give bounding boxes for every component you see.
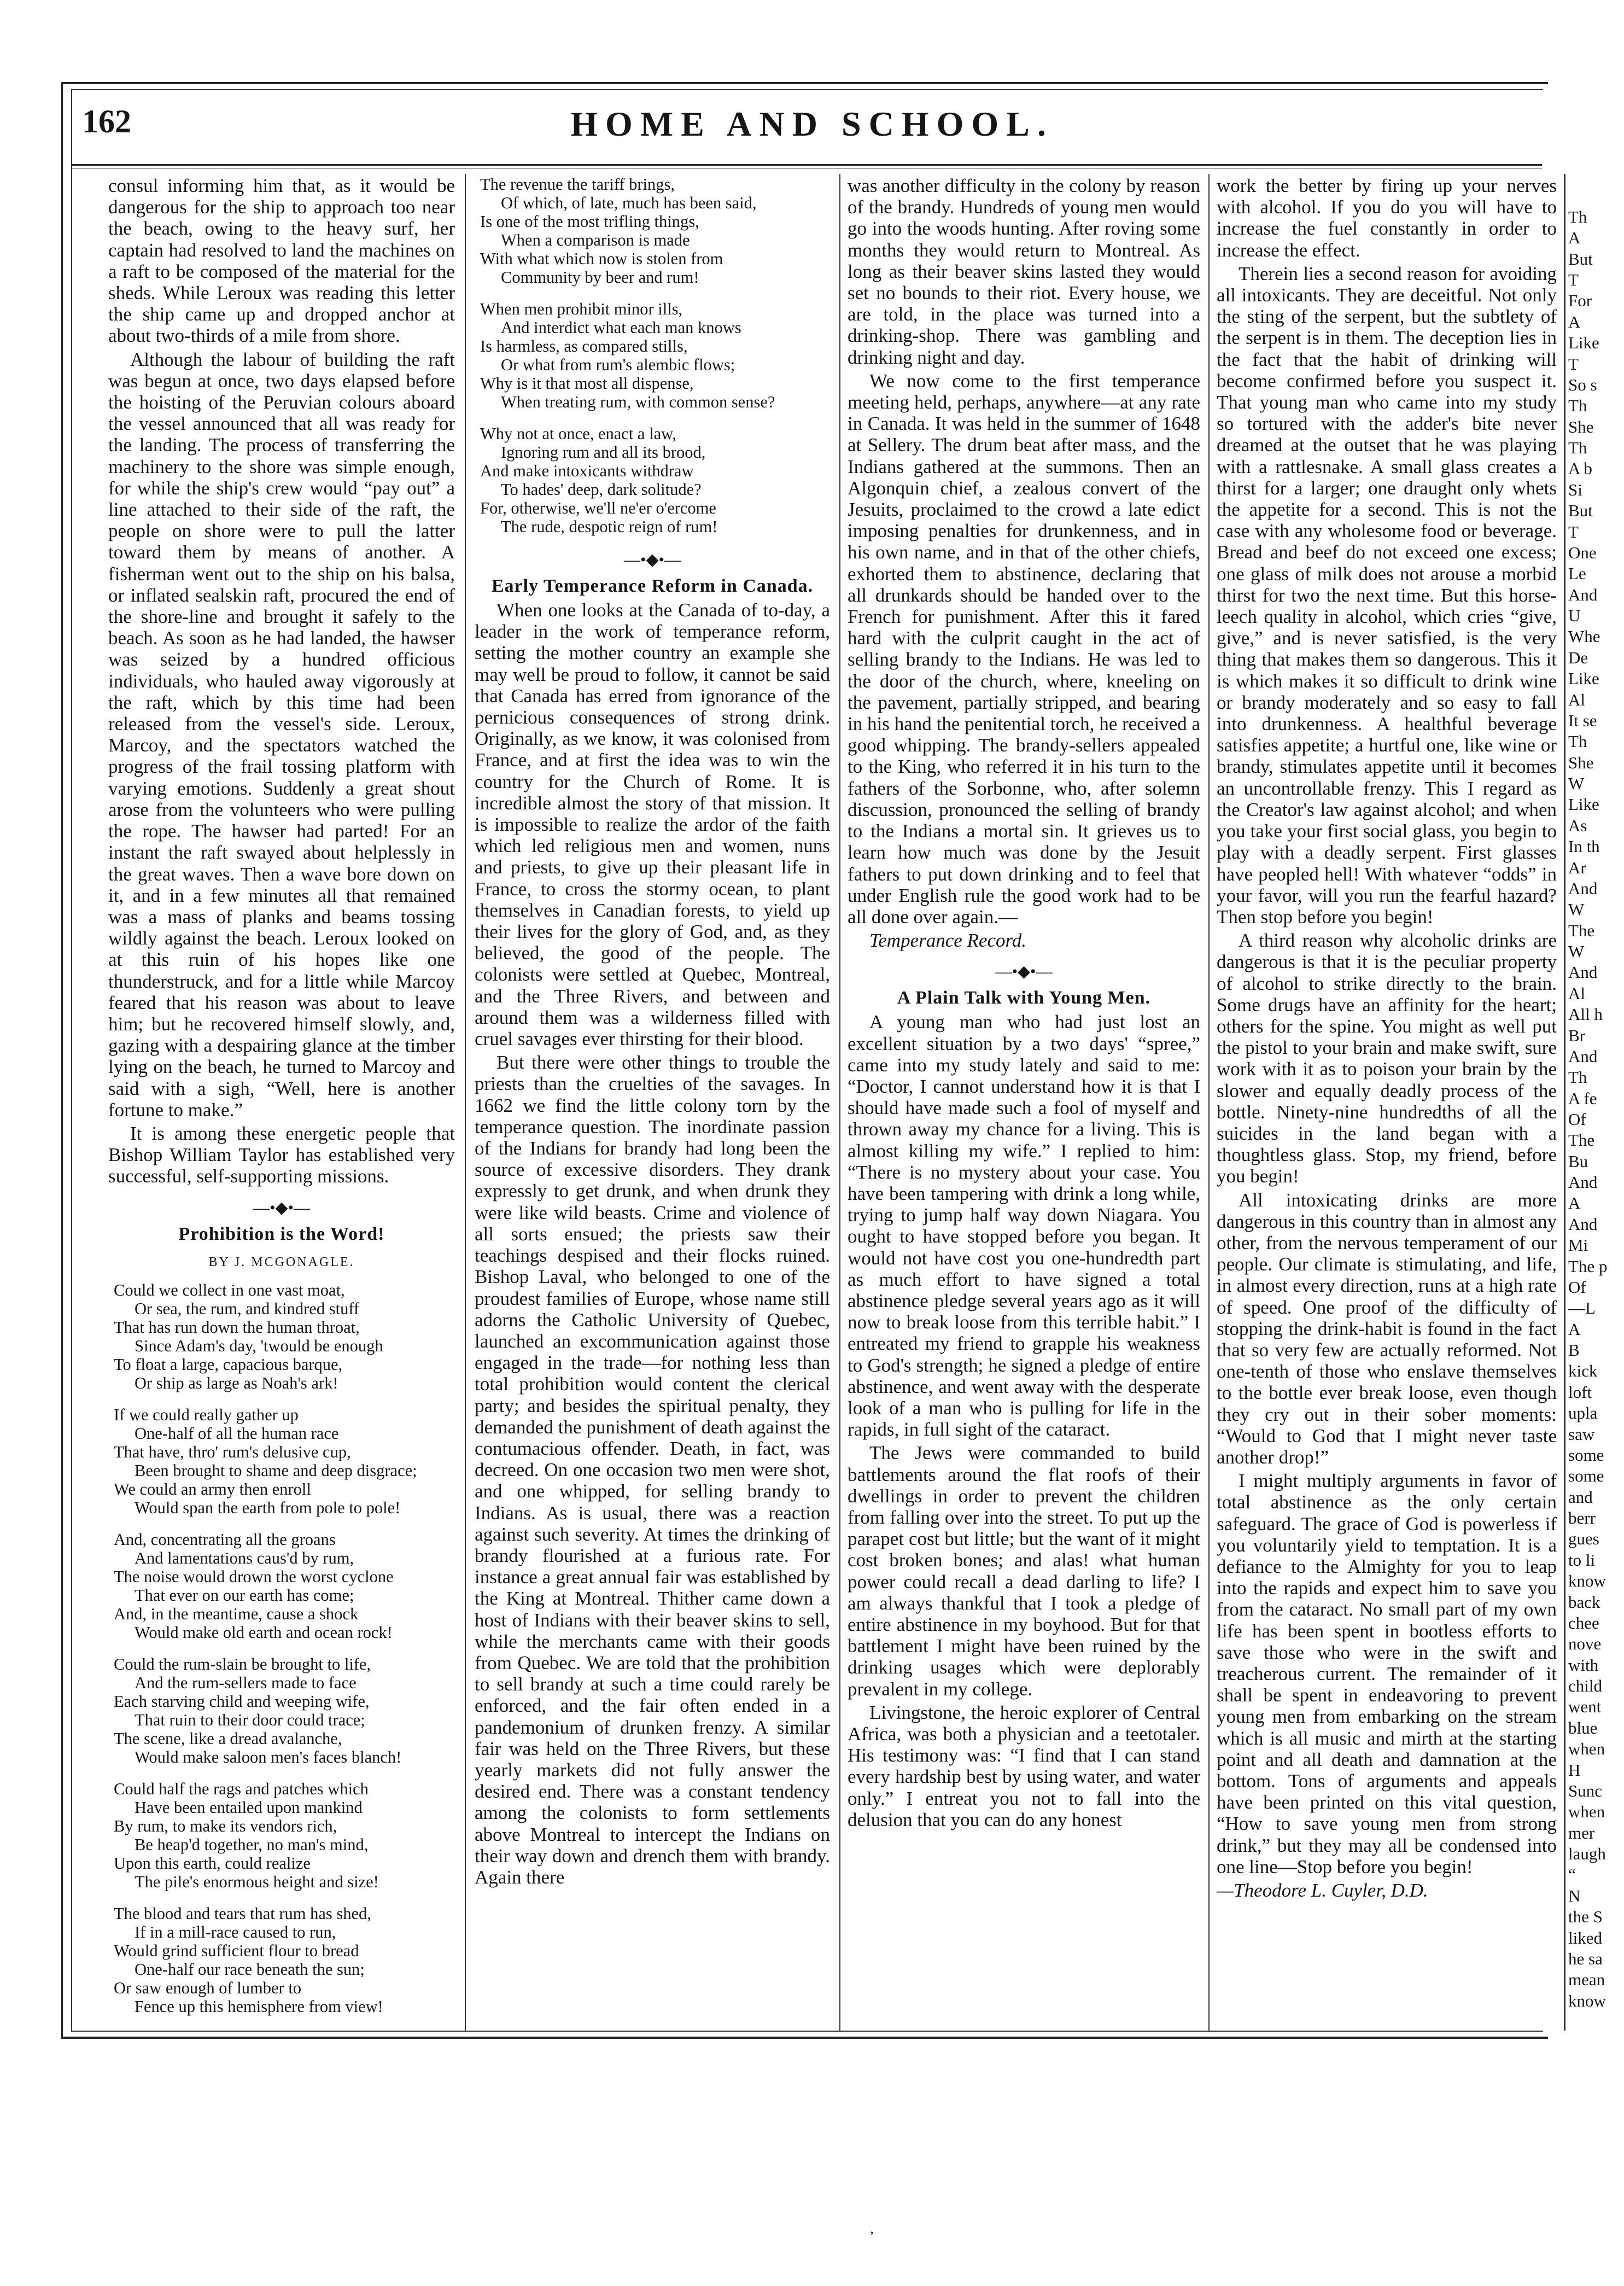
poem-line: The revenue the tariff brings,	[480, 175, 675, 194]
clipped-line-fragment: saw	[1568, 1425, 1595, 1444]
poem-line: And, in the meantime, cause a shock	[114, 1604, 359, 1623]
article-paragraph: It is among these energetic people that Bishop William Taylor has established very successful, self-supporting missions.	[108, 1122, 455, 1187]
poem-line: Have been entailed upon mankind	[135, 1798, 363, 1817]
clipped-line-fragment: And	[1568, 586, 1598, 604]
clipped-line-fragment: to li	[1568, 1551, 1596, 1570]
clipped-line-fragment: the S	[1568, 1908, 1603, 1926]
poem-line: That ever on our earth has come;	[135, 1585, 354, 1605]
article-source: Temperance Record.	[869, 930, 1027, 952]
poem-line: With what which now is stolen from	[480, 249, 723, 268]
poem-line: Or saw enough of lumber to	[114, 1978, 302, 1997]
poem-line: Why not at once, enact a law,	[480, 424, 676, 443]
clipped-line-fragment: chee	[1568, 1614, 1599, 1632]
poem-stanza	[114, 1904, 455, 2016]
section-separator: —•◆•—	[253, 1198, 311, 1217]
clipped-line-fragment: “	[1568, 1865, 1576, 1884]
clipped-line-fragment: Like	[1568, 795, 1599, 814]
clipped-line-fragment: laugh	[1568, 1845, 1606, 1863]
article-paragraph: We now come to the first temperance meeting held, perhaps, anywhere—at any rate in Canada. It was held in the summer of 1648 at Sellery. The drum beat after mass, and the Indians gathered at the summons. Then an Algonquin chief, a zealous convert of the Jesuits, proclaimed to the crowd a late edict imposing penalties for drunkenness, and in his own name, and in that of the other chiefs, exhorted them to abstinence, declaring that all drunkards should be handed over to the French for punishment. After this it fared hard with the culprit caught in the act of selling brandy to the Indians. He was led to the door of the church, where, kneeling on the pavement, partially stripped, and bearing in his hand the penitential torch, he received a good whipping. The brandy-sellers appealed to the King, who referred it in his turn to the fathers of the Sorbonne, who, after solemn discussion, pronounced the selling of brandy to the Indians a mortal sin. It grieves us to learn how much was done by the Jesuit fathers to put down drinking and to feel that under English rule the good work had to be all done over again.—	[848, 370, 1200, 928]
poem-line: The scene, like a dread avalanche,	[114, 1729, 342, 1748]
article-title: Early Temperance Reform in Canada.	[491, 576, 814, 596]
clipped-line-fragment: berr	[1568, 1509, 1596, 1527]
poem-line: By rum, to make its vendors rich,	[114, 1816, 337, 1835]
clipped-line-fragment: liked	[1568, 1929, 1602, 1947]
poem-line: And interdict what each man knows	[501, 318, 741, 337]
header-rule	[71, 164, 1542, 166]
poem-line: Is one of the most trifling things,	[480, 212, 699, 231]
poem-line: Community by beer and rum!	[501, 268, 699, 287]
clipped-line-fragment: Mi	[1568, 1236, 1588, 1255]
poem-line: When a comparison is made	[501, 231, 690, 249]
poem-line: And, concentrating all the groans	[114, 1530, 336, 1549]
poem-line: If in a mill-race caused to run,	[135, 1922, 336, 1941]
article-paragraph: Livingstone, the heroic explorer of Central Africa, was both a physician and a teetotaler. His testimony was: “I find that I can stand every hardship best by using water, and water only.” I entreat you not to fall into the delusion that you can do any honest	[848, 1701, 1200, 1830]
clipped-line-fragment: know	[1568, 1992, 1606, 2010]
clipped-line-fragment: A	[1568, 229, 1581, 247]
clipped-line-fragment: Br	[1568, 1027, 1585, 1045]
clipped-line-fragment: when	[1568, 1803, 1605, 1821]
clipped-line-fragment: T	[1568, 355, 1579, 374]
column-1	[108, 175, 455, 2023]
poem-line: We could an army then enroll	[114, 1479, 311, 1498]
poem-line: Could we collect in one vast moat,	[114, 1280, 345, 1299]
poem-line: Fence up this hemisphere from view!	[135, 1997, 383, 2016]
clipped-line-fragment: upla	[1568, 1404, 1598, 1422]
poem-line: Of which, of late, much has been said,	[501, 194, 757, 212]
article-paragraph: But there were other things to trouble the priests than the cruelties of the savages. In 1662 we find the little colony torn by the temperance question. The inordinate passion of the Indians for brandy had long been the source of excessive disorders. They drank expressly to get drunk, and when drunk they were like wild beasts. Crime and violence of all sorts ensued; the priests saw their teachings despised and their flocks ruined. Bishop Laval, who belonged to one of the proudest families of Europe, whose name still adorns the Catholic University of Quebec, launched an excommunication against those engaged in the trade—for nothing less than total prohibition would content the clerical party; and besides the spiritual penalty, they demanded the punishment of death against the contumacious offender. Death, in fact, was decreed. On one occasion two men were shot, and one whipped, for selling brandy to Indians. As is usual, there was a reaction against such severity. At times the drinking of brandy flourished at a furious rate. For instance a great annual fair was established by the King at Montreal. Thither came down a host of Indians with their beaver skins to sell, while the merchants came with their goods from Quebec. We are told that the prohibition to sell brandy at such a time could rarely be enforced, and the fair often ended in a pandemonium of drunken frenzy. A similar fair was held on the Three Rivers, but these yearly markets did not fully answer the desired end. There was a constant tendency among the colonists to form settlements above Montreal to intercept the Indians on their way down and drench them with brandy. Again there	[475, 1052, 830, 1888]
poem-line: Is harmless, as compared stills,	[480, 337, 688, 355]
article-paragraph: All intoxicating drinks are more dangerous in this country than in almost any other, from the nervous temperament of our people. Our climate is stimulating, and life, in almost every direction, runs at a high rate of speed. One proof of the difficulty of stopping the drink-habit is found in the fact that so very few are actually reformed. Not one-tenth of those who enslave themselves to the bottle ever break loose, even though they cry out in their sober moments: “Would to God that I might never taste another drop!”	[1217, 1189, 1557, 1468]
poem-line: And lamentations caus'd by rum,	[135, 1548, 354, 1567]
column-2	[475, 175, 830, 2023]
clipped-line-fragment: In th	[1568, 837, 1600, 856]
poem-line: Would grind sufficient flour to bread	[114, 1941, 359, 1960]
poem-line: Since Adam's day, 'twould be enough	[135, 1336, 383, 1355]
poem-line: Upon this earth, could realize	[114, 1853, 311, 1873]
poem-line: If we could really gather up	[114, 1405, 299, 1424]
poem-line: One-half our race beneath the sun;	[135, 1960, 365, 1979]
poem-title: Prohibition is the Word!	[178, 1223, 385, 1244]
article-paragraph: was another difficulty in the colony by reason of the brandy. Hundreds of young men would go into the woods hunting. After roving some months they would return to Montreal. As long as their beaver skins lasted they would set no bounds to their riot. Every house, we are told, in the place was turned into a drinking-shop. There was gambling and drinking night and day.	[848, 175, 1200, 368]
poem-line: The pile's enormous height and size!	[135, 1872, 379, 1891]
poem-line: And make intoxicants withdraw	[480, 462, 694, 480]
column-rule-3	[1208, 174, 1210, 2031]
column-4	[1217, 175, 1557, 2023]
clipped-line-fragment: Si	[1568, 481, 1582, 499]
poem	[114, 1281, 455, 2016]
clipped-line-fragment: Of	[1568, 1278, 1586, 1297]
clipped-line-fragment: Th	[1568, 439, 1587, 457]
poem-line: That ruin to their door could trace;	[135, 1710, 365, 1729]
clipped-line-fragment: Bu	[1568, 1152, 1588, 1171]
column-rule-2	[839, 174, 840, 2031]
clipped-line-fragment: A fe	[1568, 1089, 1597, 1108]
clipped-line-fragment: H	[1568, 1761, 1581, 1780]
article-paragraph: consul informing him that, as it would be dangerous for the ship to approach too near the beach, owing to the heavy surf, her captain had resolved to land the machines on a raft to be composed of the material for the sheds. While Leroux was reading this letter the ship came up and dropped anchor at about two-thirds of a mile from shore.	[108, 175, 455, 347]
article-paragraph: work the better by firing up your nerves with alcohol. If you do you will have to increase the fuel constantly in order to increase the effect.	[1217, 175, 1557, 261]
clipped-line-fragment: De	[1568, 649, 1588, 667]
clipped-line-fragment: And	[1568, 879, 1598, 898]
poem-stanza	[114, 1655, 455, 1766]
clipped-line-fragment: The	[1568, 922, 1595, 940]
clipped-line-fragment: And	[1568, 1047, 1598, 1066]
running-title: HOME AND SCHOOL.	[570, 104, 1054, 143]
clipped-line-fragment: went	[1568, 1698, 1602, 1716]
clipped-line-fragment: mer	[1568, 1824, 1595, 1842]
clipped-line-fragment: A	[1568, 313, 1581, 331]
article-title: A Plain Talk with Young Men.	[897, 988, 1151, 1008]
poem-line: To float a large, capacious barque,	[114, 1355, 343, 1374]
clipped-line-fragment: Like	[1568, 669, 1599, 688]
clipped-line-fragment: The p	[1568, 1257, 1608, 1276]
clipped-line-fragment: Al	[1568, 984, 1585, 1003]
poem-line: Would span the earth from pole to pole!	[135, 1498, 401, 1517]
clipped-line-fragment: loft	[1568, 1383, 1592, 1402]
poem-line: Be heap'd together, no man's mind,	[135, 1835, 369, 1854]
clipped-line-fragment: back	[1568, 1593, 1600, 1612]
clipped-line-fragment: A b	[1568, 459, 1592, 478]
poem-line: One-half of all the human race	[135, 1424, 339, 1443]
clipped-line-fragment: child	[1568, 1677, 1602, 1695]
clipped-line-fragment: Of	[1568, 1110, 1586, 1129]
article-signature: —Theodore L. Cuyler, D.D.	[1217, 1880, 1428, 1902]
clipped-line-fragment: Sunc	[1568, 1782, 1602, 1800]
clipped-line-fragment: Th	[1568, 208, 1587, 226]
clipped-line-fragment: some	[1568, 1446, 1604, 1465]
article-paragraph: When one looks at the Canada of to-day, a leader in the work of temperance reform, setting the mother country an example she may well be proud to follow, it cannot be said that Canada has erred from ignorance of the pernicious consequences of strong drink. Originally, as we know, it was colonised from France, and at first the idea was to win the country for the Church of Rome. It is incredible almost the story of that mission. It is impossible to realize the ardor of the faith which led religious men and women, nuns and priests, to give up their pleasant life in France, to cross the stormy ocean, to plant themselves in Canadian forests, to yield up their lives for the glory of God, and, as they believed, the good of the people. The colonists were settled at Quebec, Montreal, and the Three Rivers, and between and around them was a wilderness filled with cruel savages ever thirsting for their blood.	[475, 599, 830, 1050]
clipped-line-fragment: W	[1568, 900, 1585, 919]
clipped-line-fragment: B	[1568, 1341, 1580, 1360]
poem-line: Would make saloon men's faces blanch!	[135, 1747, 402, 1766]
article-paragraph: Although the labour of building the raft was begun at once, two days elapsed before the hoisting of the Peruvian colours aboard the vessel announced that all was ready for the landing. The process of transferring the machinery to the shore was simple enough, for while the ship's crew would “pay out” a line attached to their side of the raft, the people on shore were to pull the latter toward them by means of another. A fisherman went out to the ship on his balsa, or inflated sealskin raft, procured the end of the shore-line and brought it safely to the beach. As soon as he had landed, the hawser was seized by a hundred officious individuals, who hauled away vigorously at the raft, which by this time had been released from the vessel's side. Leroux, Marcoy, and the spectators watched the progress of the frail tossing platform with varying emotions. Suddenly a great shout arose from the volunteers who were pulling the rope. The hawser had parted! For an instant the raft swayed about helplessly in the great waves. Then a wave bore down on it, and in a few minutes all that remained was a mass of planks and beams tossing wildly against the beach. Leroux looked on at this ruin of his hopes like one thunderstruck, and for a little while Marcoy feared that his reason was about to leave him; but he recovered himself slowly, and, gazing with a despairing glance at the timber lying on the beach, he turned to Marcoy and said with a sigh, “Well, here is another fortune to make.”	[108, 348, 455, 1121]
clipped-line-fragment: nove	[1568, 1635, 1602, 1653]
clipped-line-fragment: And	[1568, 1173, 1598, 1192]
clipped-line-fragment: Ar	[1568, 859, 1586, 877]
clipped-line-fragment: W	[1568, 942, 1585, 961]
clipped-line-fragment: As	[1568, 817, 1587, 835]
clipped-line-fragment: For	[1568, 291, 1592, 310]
clipped-line-fragment: But	[1568, 250, 1593, 269]
clipped-line-fragment: when	[1568, 1740, 1605, 1758]
clipped-line-fragment: and	[1568, 1488, 1593, 1507]
poem-line: Or sea, the rum, and kindred stuff	[135, 1299, 360, 1318]
poem-line: That has run down the human throat,	[114, 1317, 360, 1337]
clipped-line-fragment: U	[1568, 607, 1581, 625]
poem-line: Been brought to shame and deep disgrace;	[135, 1461, 417, 1480]
poem-line: The noise would drown the worst cyclone	[114, 1567, 394, 1586]
printer-mark: ‚	[869, 2220, 874, 2236]
poem-line: Each starving child and weeping wife,	[114, 1692, 370, 1711]
clipped-line-fragment: A	[1568, 1194, 1581, 1212]
clipped-line-fragment: But	[1568, 501, 1593, 520]
poem-stanza	[114, 1530, 455, 1642]
poem-continued	[480, 175, 830, 536]
section-separator: —•◆•—	[623, 551, 681, 569]
clipped-line-fragment: with	[1568, 1656, 1599, 1675]
poem-line: When men prohibit minor ills,	[480, 300, 683, 318]
poem-stanza	[480, 300, 830, 411]
poem-stanza	[114, 1281, 455, 1392]
poem-line: The rude, despotic reign of rum!	[501, 517, 718, 536]
poem-line: The blood and tears that rum has shed,	[114, 1904, 371, 1923]
clipped-line-fragment: kick	[1568, 1362, 1598, 1380]
clipped-line-fragment: Le	[1568, 564, 1586, 583]
clipped-line-fragment: some	[1568, 1467, 1604, 1485]
clipped-line-fragment: She	[1568, 754, 1594, 772]
poem-byline: BY J. MCGONAGLE.	[208, 1255, 355, 1269]
clipped-line-fragment: gues	[1568, 1530, 1599, 1548]
clipped-line-fragment: And	[1568, 963, 1598, 982]
poem-line: Why is it that most all dispense,	[480, 374, 694, 393]
clipped-line-fragment: A	[1568, 1320, 1581, 1339]
clipped-line-fragment: All h	[1568, 1005, 1603, 1024]
clipped-line-fragment: W	[1568, 774, 1585, 793]
poem-stanza	[114, 1780, 455, 1891]
clipped-line-fragment: Th	[1568, 1068, 1587, 1087]
poem-line: Would make old earth and ocean rock!	[135, 1623, 393, 1642]
poem-line: And the rum-sellers made to face	[135, 1673, 357, 1692]
clipped-line-fragment: And	[1568, 1215, 1598, 1234]
article-paragraph: Therein lies a second reason for avoiding all intoxicants. They are deceitful. Not only the sting of the serpent, but the subtlety of the serpent is in them. The deception lies in the fact that the habit of drinking will become confirmed before you suspect it. That young man who came into my study so tortured with the adder's bite never dreamed at the outset that he was playing with a rattlesnake. A small glass creates a thirst for a larger; one draught only whets the appetite for a second. This is not the case with any wholesome food or beverage. Bread and beef do not exceed one excess; one glass of milk does not arouse a morbid thirst for two the next time. But this horse-leech quality in alcohol, which cries “give, give,” and is never satisfied, is the very thing that makes them so dangerous. This it is which makes it so difficult to drink wine or brandy moderately and so easy to fall into drunkenness. A healthful beverage satisfies appetite; a hurtful one, like wine or brandy, stimulates appetite until it becomes an uncontrollable frenzy. This I regard as the Creator's law against alcohol; and when you take your first social glass, you begin to play with a deadly serpent. First glasses have peopled hell! With whatever “odds” in your favor, will you run the fearful hazard? Then stop before you begin!	[1217, 263, 1557, 928]
poem-line: Ignoring rum and all its brood,	[501, 443, 706, 462]
article-paragraph: A third reason why alcoholic drinks are dangerous is that it is the peculiar property of alcohol to strike directly to the brain. Some drugs have an affinity for the heart; others for the spine. You might as well put the pistol to your brain and make swift, sure work with it as to poison your brain by the slower and equally deadly process of the bottle. Ninety-nine hundredths of all the suicides in the land began with a thoughtless glass. Stop, my friend, before you begin!	[1217, 930, 1557, 1187]
clipped-line-fragment: N	[1568, 1887, 1581, 1905]
clipped-line-fragment: Whe	[1568, 627, 1600, 646]
poem-stanza	[480, 175, 830, 287]
section-separator: —•◆•—	[995, 963, 1053, 981]
poem-line: Could half the rags and patches which	[114, 1779, 369, 1798]
clipped-line-fragment: So s	[1568, 376, 1597, 394]
clipped-line-fragment: Like	[1568, 334, 1599, 352]
clipped-line-fragment: The	[1568, 1131, 1595, 1150]
clipped-line-fragment: It se	[1568, 712, 1597, 730]
clipped-line-fragment: One	[1568, 544, 1597, 562]
poem-stanza	[480, 424, 830, 536]
poem-line: Could the rum-slain be brought to life,	[114, 1654, 371, 1673]
poem-line: That have, thro' rum's delusive cup,	[114, 1442, 351, 1461]
poem-line: When treating rum, with common sense?	[501, 393, 775, 411]
article-paragraph: I might multiply arguments in favor of total abstinence as the only certain safeguard. The grace of God is powerless if you voluntarily yield to temptation. It is a defiance to the Almighty for you to leap into the rapids and expect him to save you from the cataract. No small part of my own life has been spent in bootless efforts to save those who were in the swift and treacherous current. The remainder of it shall be spent in endeavoring to prevent young men from embarking on the stream which is all music and mirth at the starting point and all death and damnation at the bottom. Tons of arguments and appeals have been printed on this vital question, “How to save young men from strong drink,” but they may all be condensed into one line—Stop before you begin!	[1217, 1470, 1557, 1877]
poem-line: For, otherwise, we'll ne'er o'ercome	[480, 499, 716, 517]
clipped-line-fragment: blue	[1568, 1719, 1598, 1737]
clipped-line-fragment: mean	[1568, 1970, 1605, 1989]
poem-stanza	[114, 1406, 455, 1517]
article-paragraph: The Jews were commanded to build battlements around the flat roofs of their dwellings in order to prevent the children from falling over into the street. To put up the parapet cost but little; but the want of it might cost broken bones; and alas! what human power could recall a dead darling to life? I am always thankful that I took a pledge of entire abstinence in my boyhood. But for that battlement I might have been ruined by the drinking usages which were deplorably prevalent in my college.	[848, 1442, 1200, 1700]
column-rule-4	[1564, 174, 1565, 2031]
poem-line: To hades' deep, dark solitude?	[501, 480, 702, 499]
page-number: 162	[82, 103, 131, 139]
clipped-line-fragment: —L	[1568, 1299, 1596, 1317]
clipped-line-fragment: Th	[1568, 396, 1587, 415]
clipped-line-fragment: She	[1568, 418, 1594, 436]
column-rule-1	[465, 174, 466, 2031]
clipped-line-fragment: Al	[1568, 691, 1585, 709]
poem-line: Or what from rum's alembic flows;	[501, 355, 735, 374]
clipped-line-fragment: he sa	[1568, 1950, 1603, 1968]
poem-line: Or ship as large as Noah's ark!	[135, 1373, 338, 1392]
column-3	[848, 175, 1200, 2023]
clipped-line-fragment: Th	[1568, 732, 1587, 751]
article-paragraph: A young man who had just lost an excellent situation by a two days' “spree,” came into my study lately and said to me: “Doctor, I cannot understand how it is that I should have made such a fool of myself and thrown away my chance for a living. This is almost killing my wife.” I replied to him: “There is no mystery about your case. You have been tampering with drink a long while, trying to jump half way down Niagara. You ought to have stopped before you began. It would not have cost you one-hundredth part as much effort to have signed a total abstinence pledge several years ago as it will now to break loose from this terrible habit.” I entreated my friend to grapple his weakness to God's strength; he signed a pledge of entire abstinence, and went away with the desperate look of a man who is pulling for life in the rapids, in full sight of the cataract.	[848, 1011, 1200, 1441]
clipped-line-fragment: know	[1568, 1572, 1606, 1590]
clipped-line-fragment: T	[1568, 523, 1579, 541]
clipped-line-fragment: T	[1568, 271, 1579, 289]
